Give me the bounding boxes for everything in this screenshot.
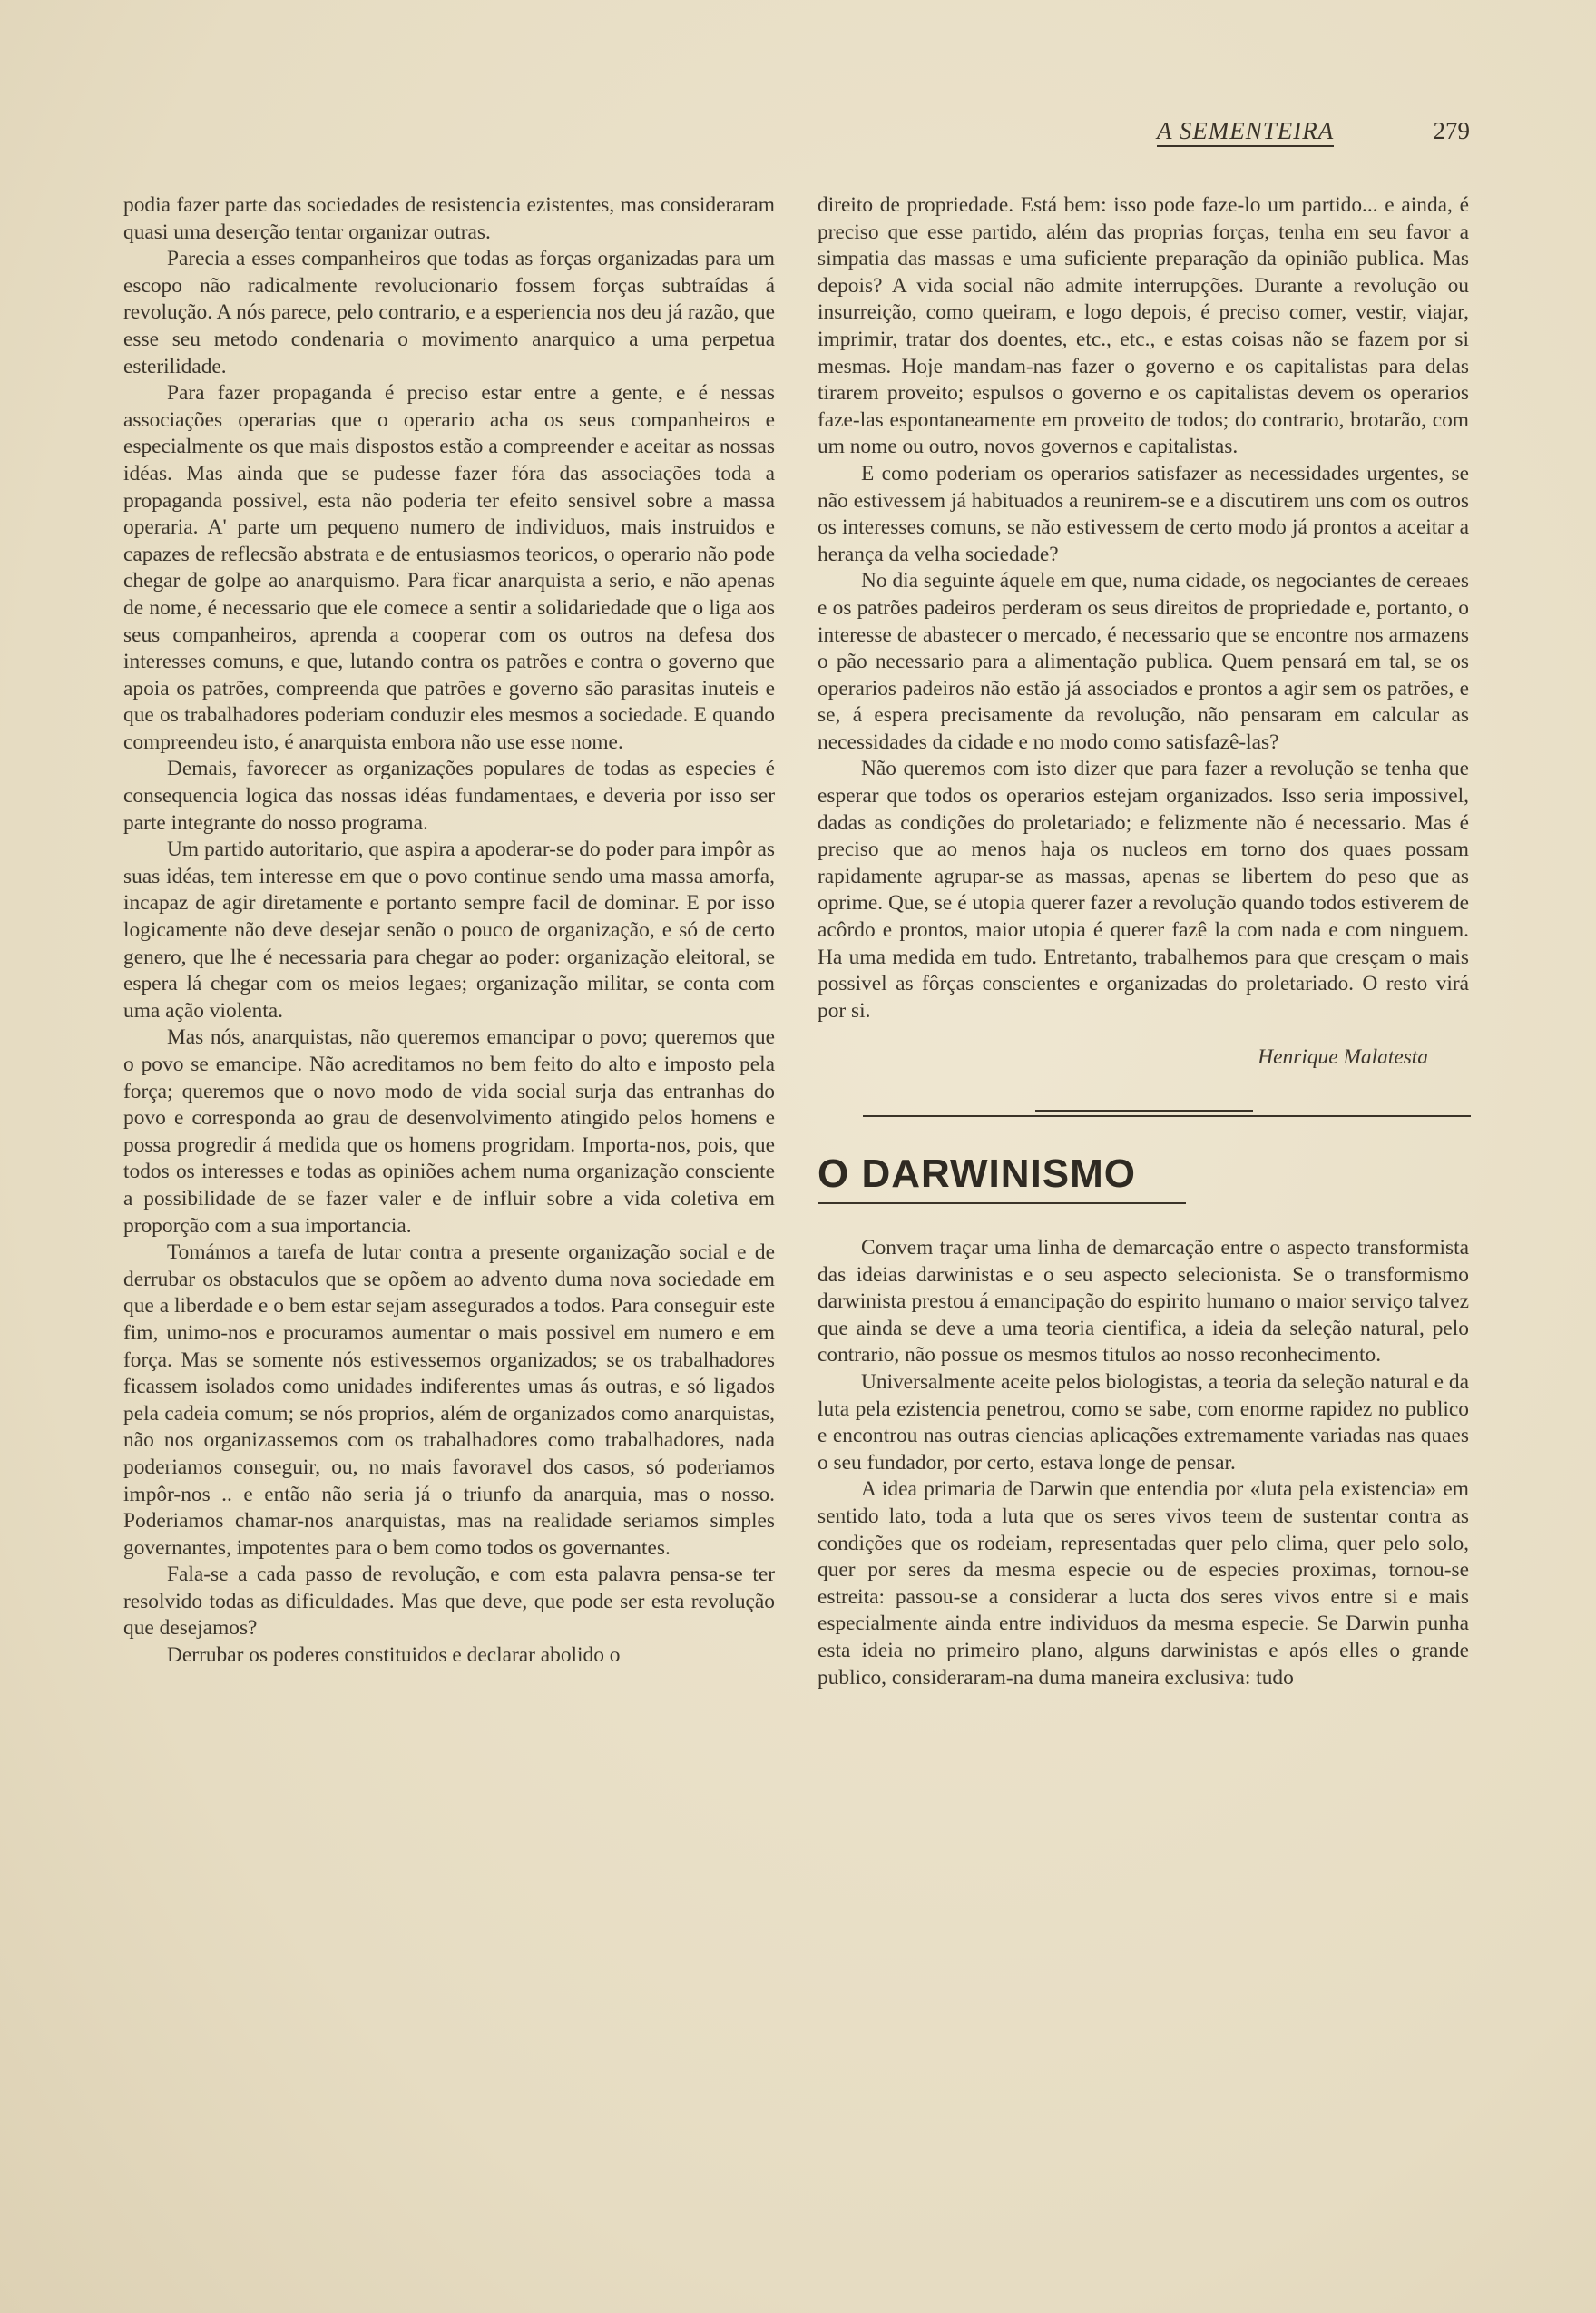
paragraph: Não queremos com isto dizer que para fazer a revolução se tenha que esperar que todos os operarios estejam organizados. Isso seria impossivel, dadas as condições do proletariado; e felizmente não é necessario. Mas é preciso que ao menos haja os nucleos em torno dos quaes possam rapidamente agrupar-se as massas, apenas se libertem do peso que as oprime. Que, se é utopia querer fazer a revolução quando todos estiverem de acôrdo e prontos, maior utopia é querer fazê la com nada e com ninguem. Ha uma medida em tudo. Entretanto, trabalhemos para que cresçam o mais possivel as fôrças conscientes e organizadas do proletariado. O resto virá por si. <box>818 757 1469 1023</box>
paragraph: A idea primaria de Darwin que entendia por «luta pela existencia» em sentido lato, toda a luta que os seres vivos teem de sustentar contra as condições que os rodeiam, representadas quer pelo clima, quer pelo solo, quer por seres da mesma especie ou de especies proximas, tornou-se estreita: passou-se a considerar a lucta dos seres vivos entre si e mais especialmente ainda entre individuos da mesma especie. Se Darwin punha esta ideia no primeiro plano, alguns darwinistas e após elles o grande publico, consideraram-na duma maneira exclusiva: tudo <box>818 1477 1469 1690</box>
running-title: A SEMENTEIRA <box>1157 116 1334 147</box>
section-divider <box>818 1097 1469 1133</box>
page-number: 279 <box>1433 117 1470 144</box>
paragraph: Parecia a esses companheiros que todas as forças organizadas para um escopo não radicalmente revolucionario fossem forças subtraídas á revolução. A nós parece, pelo contrario, e a esperiencia nos deu já razão, que esse seu metodo condenaria o movimento anarquico a uma perpetua esterilidade. <box>123 247 775 378</box>
paragraph: Mas nós, anarquistas, não queremos emancipar o povo; queremos que o povo se emancipe. Não acreditamos no bem feito do alto e imposto pela força; queremos que o novo modo de vida social surja das entranhas do povo e corresponda ao grau de desenvolvimento atingido pelos homens e possa progredir á medida que os homens progridam. Importa-nos, pois, que todos os interesses e todas as opiniões achem numa organização consciente a possibilidade de se fazer valer e de influir sobre a vida coletiva em proporção com a sua importancia. <box>123 1025 775 1238</box>
section-heading: O DARWINISMO <box>818 1152 1136 1196</box>
author-signature: Henrique Malatesta <box>1258 1045 1428 1070</box>
right-column <box>818 192 1469 1691</box>
page-header <box>1157 116 1470 152</box>
paragraph: Um partido autoritario, que aspira a apoderar-se do poder para impôr as suas idéas, tem interesse em que o povo continue sendo uma massa amorfa, incapaz de agir diretamente e portanto sempre facil de dominar. E por isso logicamente não deve desejar senão o pouco de organização, e só de certo genero, que lhe é necessaria para chegar ao poder: organização eleitoral, se espera lá chegar com os meios legaes; organização militar, se conta com uma ação violenta. <box>123 838 775 1023</box>
divider-rule <box>863 1115 1471 1117</box>
paragraph: Fala-se a cada passo de revolução, e com esta palavra pensa-se ter resolvido todas as dificuldades. Mas que deve, que pode ser esta revolução que desejamos? <box>123 1563 775 1641</box>
left-column <box>123 192 775 1670</box>
paragraph: Tomámos a tarefa de lutar contra a presente organização social e de derrubar os obstaculos que se opõem ao advento duma nova sociedade em que a liberdade e o bem estar sejam assegurados a todos. Para conseguir este fim, unimo-nos e procuramos aumentar o mais possivel em numero e em força. Mas se somente nós estivessemos organizados; se os trabalhadores ficassem isolados como unidades indiferentes umas ás outras, e só ligados pela cadeia comum; se nós proprios, além de organizados como anarquistas, não nos organizassemos com os trabalhadores como trabalhadores, nada poderiamos conseguir, ou, no mais favoravel dos casos, só poderiamos impôr-nos .. e então não seria já o triunfo da anarquia, mas o nosso. Poderiamos chamar-nos anarquistas, mas na realidade seriamos simples governantes, impotentes para o bem como todos os governantes. <box>123 1240 775 1560</box>
paragraph: direito de propriedade. Está bem: isso pode faze-lo um partido... e ainda, é preciso que esse partido, além das proprias forças, tenha em seu favor a simpatia das massas e uma suficiente preparação da opinião publica. Mas depois? A vida social não admite interrupções. Durante a revolução ou insurreição, como queiram, e logo depois, é preciso comer, vestir, viajar, imprimir, tratar dos doentes, etc., etc., e estas coisas não se fazem por si mesmas. Hoje mandam-nas fazer o governo e os capitalistas para delas tirarem proveito; espulsos o governo e os capitalistas devem os operarios faze-las espontaneamente em proveito de todos; do contrario, brotarão, com um nome ou outro, novos governos e capitalistas. <box>818 193 1469 459</box>
paragraph: E como poderiam os operarios satisfazer as necessidades urgentes, se não estivessem já habituados a reunirem-se e a discutirem uns com os outros os interesses comuns, se não estivessem de certo modo já prontos a aceitar a herança da velha sociedade? <box>818 461 1469 566</box>
paragraph: Universalmente aceite pelos biologistas, a teoria da seleção natural e da luta pela ezistencia penetrou, como se sabe, com enorme rapidez no publico e encontrou nas outras ciencias aplicações extremamente variadas nas quaes o seu fundador, por certo, estava longe de pensar. <box>818 1369 1469 1475</box>
heading-underline <box>818 1202 1186 1204</box>
paragraph: Para fazer propaganda é preciso estar entre a gente, e é nessas associações operarias que o operario acha os seus companheiros e especialmente os que mais dispostos estão a compreender e aceitar as nossas idéas. Mas ainda que se pudesse fazer fóra das associações toda a propaganda possivel, esta não poderia ter efeito sensivel sobre a massa operaria. A' parte um pequeno numero de individuos, mais instruidos e capazes de reflecsão abstrata e de entusiasmos teoricos, o operario não pode chegar de golpe ao anarquismo. Para ficar anarquista a serio, e não apenas de nome, é necessario que ele comece a sentir a solidariedade que o liga aos seus companheiros, aprenda a cooperar com os outros na defesa dos interesses comuns, e que, lutando contra os patrões e contra o governo que apoia os patrões, compreenda que patrões e governo são parasitas inuteis e que os trabalhadores poderiam conduzir eles mesmos a sociedade. E quando compreendeu isto, é anarquista embora não use esse nome. <box>123 381 775 754</box>
paragraph: Derrubar os poderes constituidos e declarar abolido o <box>167 1643 621 1668</box>
paragraph: No dia seguinte áquele em que, numa cidade, os negociantes de cereaes e os patrões padeiros perderam os seus direitos de propriedade e, portanto, o interesse de abastecer o mercado, é necessario que se encontre nos armazens o pão necessario para a alimentação publica. Quem pensará em tal, se os operarios padeiros não estão já associados e prontos a agir sem os patrões, e se, á espera precisamente da revolução, não pensaram em calcular as necessidades da cidade e no modo como satisfazê-las? <box>818 569 1469 754</box>
paragraph: Convem traçar uma linha de demarcação entre o aspecto transformista das ideias darwinistas e o seu aspecto selecionista. Se o transformismo darwinista prestou á emancipação do espirito humano o maior serviço talvez que ainda se deve a uma teoria cientifica, a ideia da seleção natural, pelo contrario, não possue os mesmos titulos ao nosso reconhecimento. <box>818 1236 1469 1367</box>
divider-rule-short <box>1035 1110 1253 1112</box>
paragraph: podia fazer parte das sociedades de resistencia ezistentes, mas consideraram quasi uma deserção tentar organizar outras. <box>123 193 775 244</box>
paragraph: Demais, favorecer as organizações populares de todas as especies é consequencia logica das nossas idéas fundamentaes, e deveria por isso ser parte integrante do nosso programa. <box>123 757 775 835</box>
